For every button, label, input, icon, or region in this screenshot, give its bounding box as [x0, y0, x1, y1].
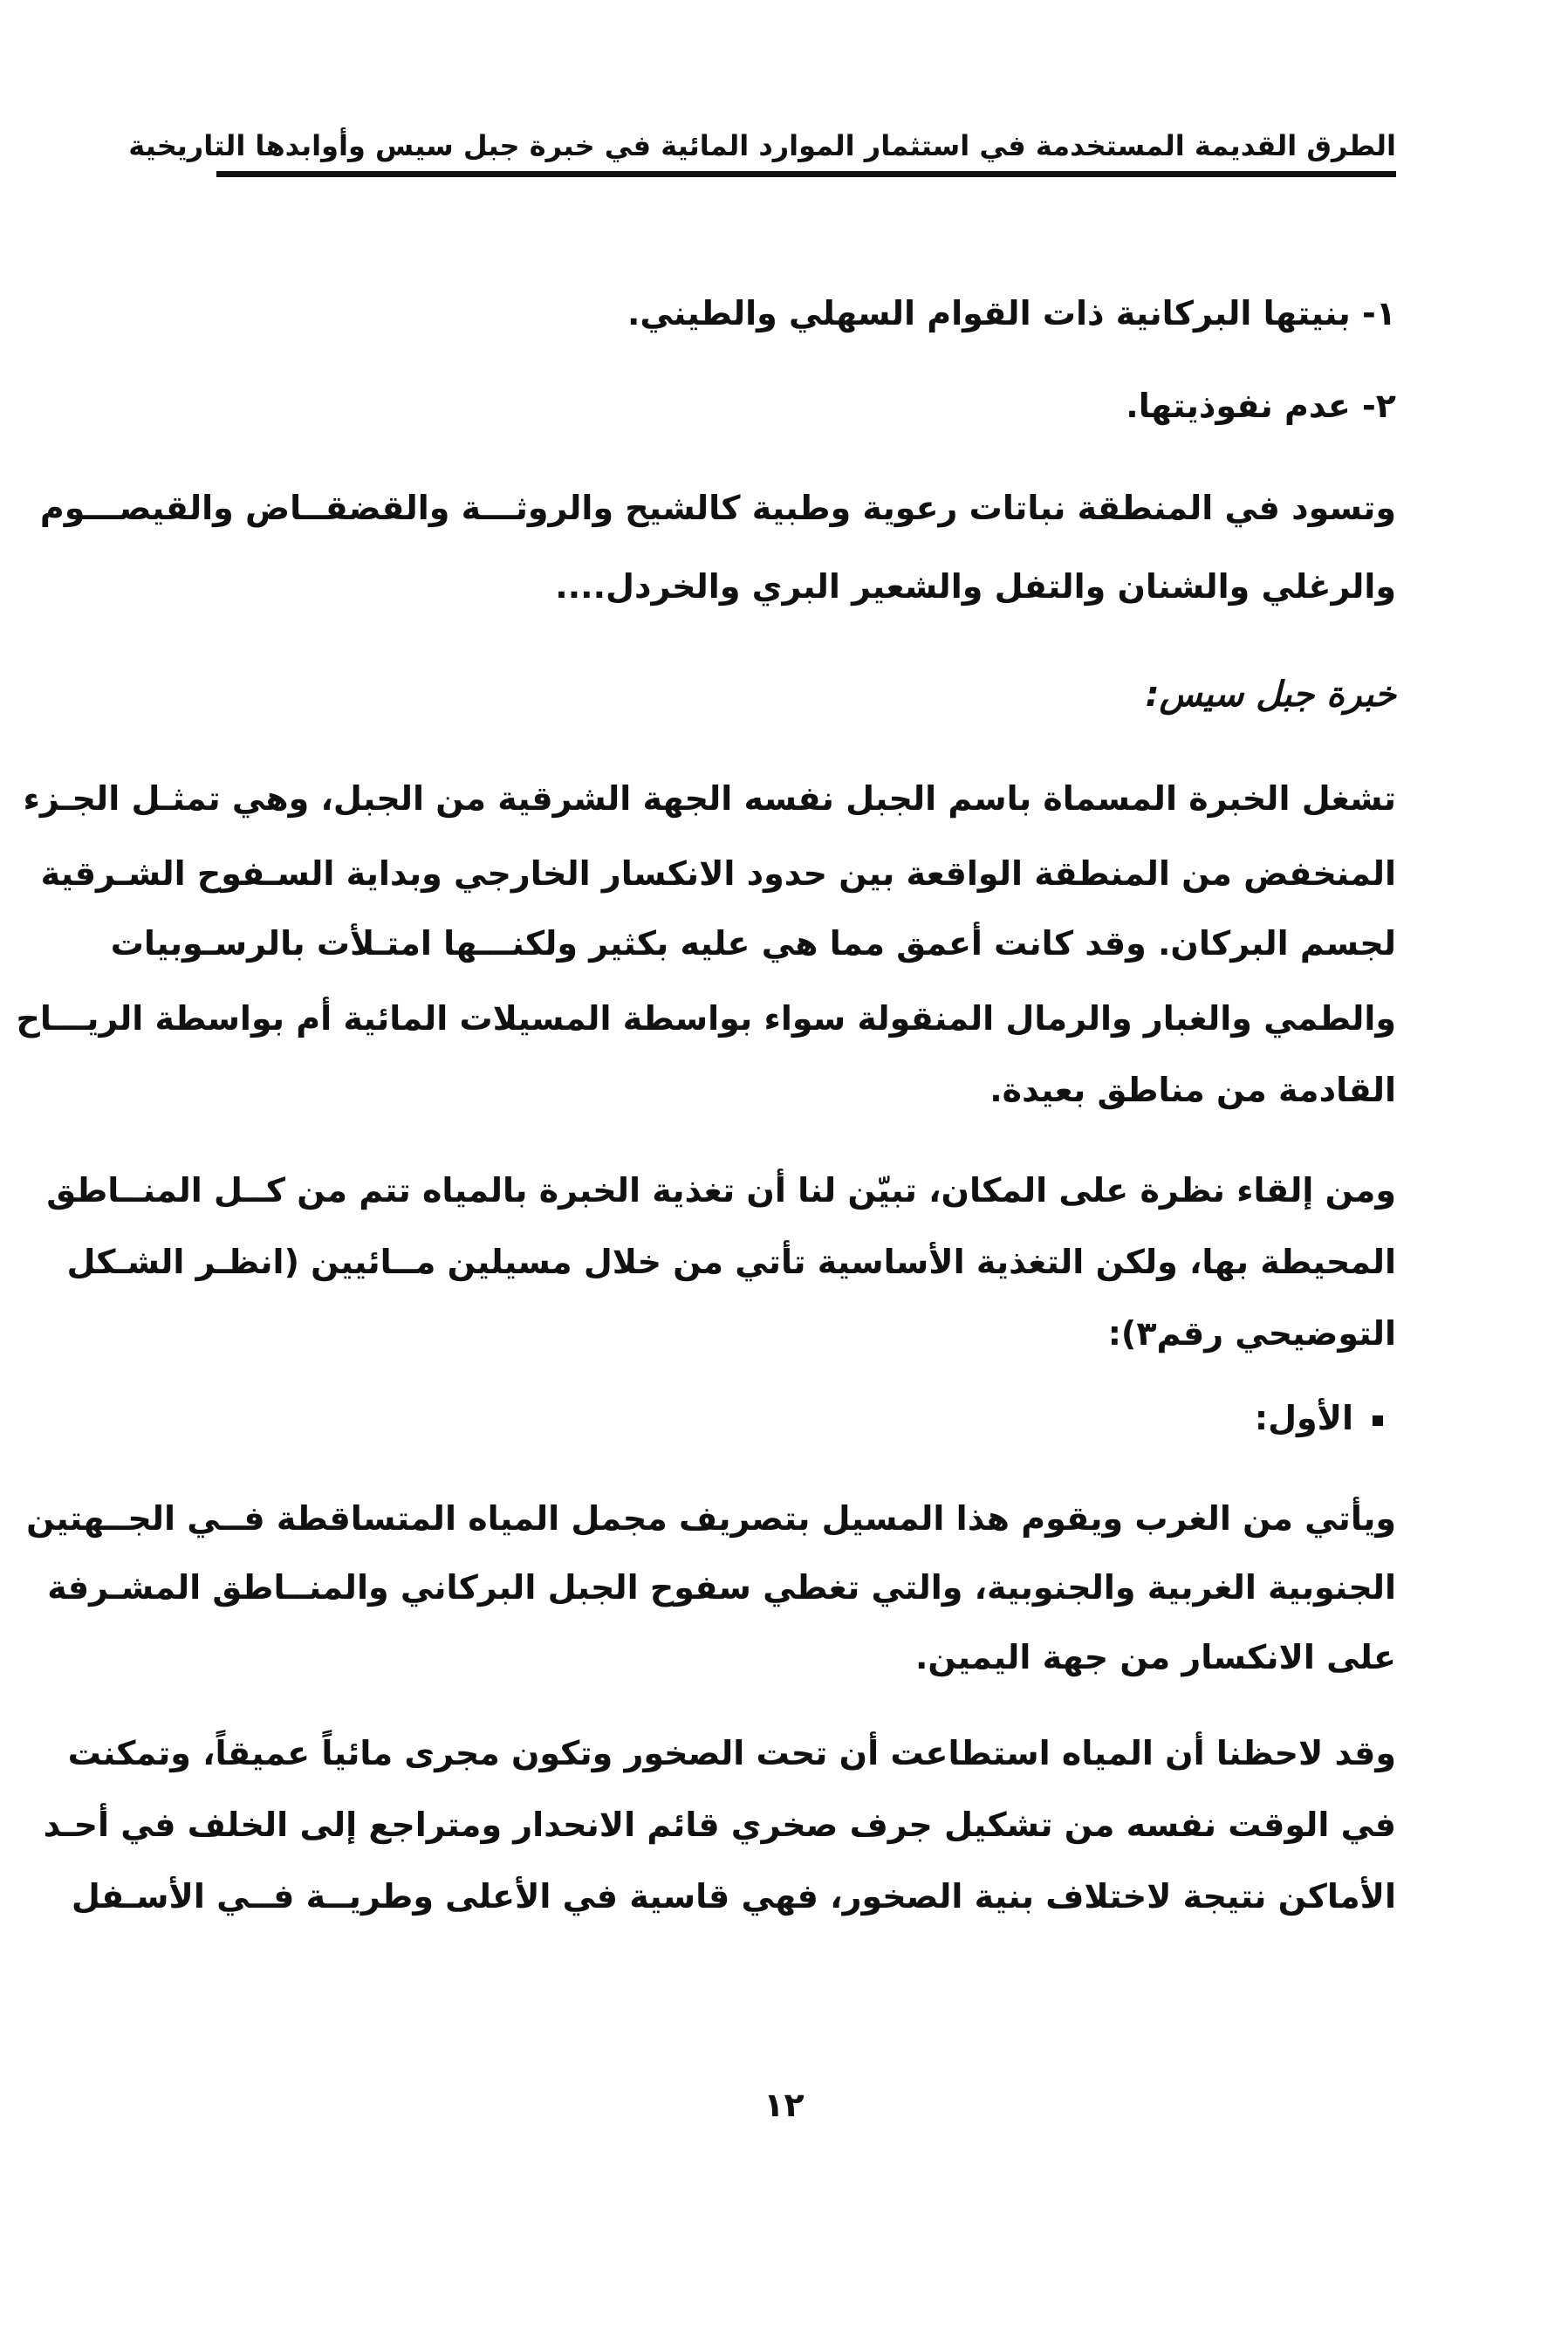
square-bullet-icon: [1373, 1415, 1383, 1426]
paragraph-line: وتسود في المنطقة نباتات رعوية وطبية كالشيح والروثـــة والقضقــاض والقيصـــوم: [39, 489, 1396, 527]
paragraph-line: والطمي والغبار والرمال المنقولة سواء بواسطة المسيلات المائية أم بواسطة الريـــاح: [16, 999, 1396, 1038]
section-heading: خبرة جبل سيس:: [1145, 675, 1396, 715]
paragraph-line: والرغلي والشنان والتفل والشعير البري والخردل....: [555, 567, 1396, 606]
paragraph-line: المحيطة بها، ولكن التغذية الأساسية تأتي من خلال مسيلين مــائيين (انظـر الشـكل: [66, 1243, 1396, 1281]
paragraph-line: على الانكسار من جهة اليمين.: [915, 1638, 1396, 1676]
paragraph-line: التوضيحي رقم٣):: [1107, 1314, 1396, 1353]
paragraph-line: المنخفض من المنطقة الواقعة بين حدود الانكسار الخارجي وبداية السـفوح الشـرقية: [40, 854, 1396, 893]
paragraph-line: لجسم البركان. وقد كانت أعمق مما هي عليه بكثير ولكنـــها امتـلأت بالرسـوبيات: [110, 924, 1396, 963]
paragraph-line: ويأتي من الغرب ويقوم هذا المسيل بتصريف مجمل المياه المتساقطة فــي الجــهتين: [26, 1499, 1396, 1538]
paragraph-line: الأماكن نتيجة لاختلاف بنية الصخور، فهي قاسية في الأعلى وطريــة فــي الأسـفل: [71, 1877, 1396, 1916]
bullet-item: [203, 1392, 1383, 1444]
paragraph-line: القادمة من مناطق بعيدة.: [989, 1071, 1396, 1109]
paragraph-line: في الوقت نفسه من تشكيل جرف صخري قائم الانحدار ومتراجع إلى الخلف في أحـد: [43, 1806, 1396, 1844]
page-number: ١٢: [763, 2086, 805, 2124]
paragraph-line: تشغل الخبرة المسماة باسم الجبل نفسه الجهة الشرقية من الجبل، وهي تمثـل الجـزء: [23, 779, 1396, 818]
running-header: الطرق القديمة المستخدمة في استثمار الموارد المائية في خبرة جبل سيس وأوابدها التاريخية: [128, 129, 1396, 162]
list-item: ٢- عدم نفوذيتها.: [1126, 387, 1396, 425]
header-rule: [216, 171, 1396, 177]
paragraph-line: وقد لاحظنا أن المياه استطاعت أن تحت الصخور وتكون مجرى مائياً عميقاً، وتمكنت: [67, 1734, 1396, 1772]
paragraph-line: الجنوبية الغربية والجنوبية، والتي تغطي سفوح الجبل البركاني والمنــاطق المشـرفة: [47, 1568, 1396, 1607]
list-item: ١- بنيتها البركانية ذات القوام السهلي والطيني.: [627, 294, 1396, 332]
bullet-label: الأول:: [1254, 1399, 1353, 1437]
paragraph-line: ومن إلقاء نظرة على المكان، تبيّن لنا أن تغذية الخبرة بالمياه تتم من كــل المنــاطق: [46, 1171, 1396, 1210]
